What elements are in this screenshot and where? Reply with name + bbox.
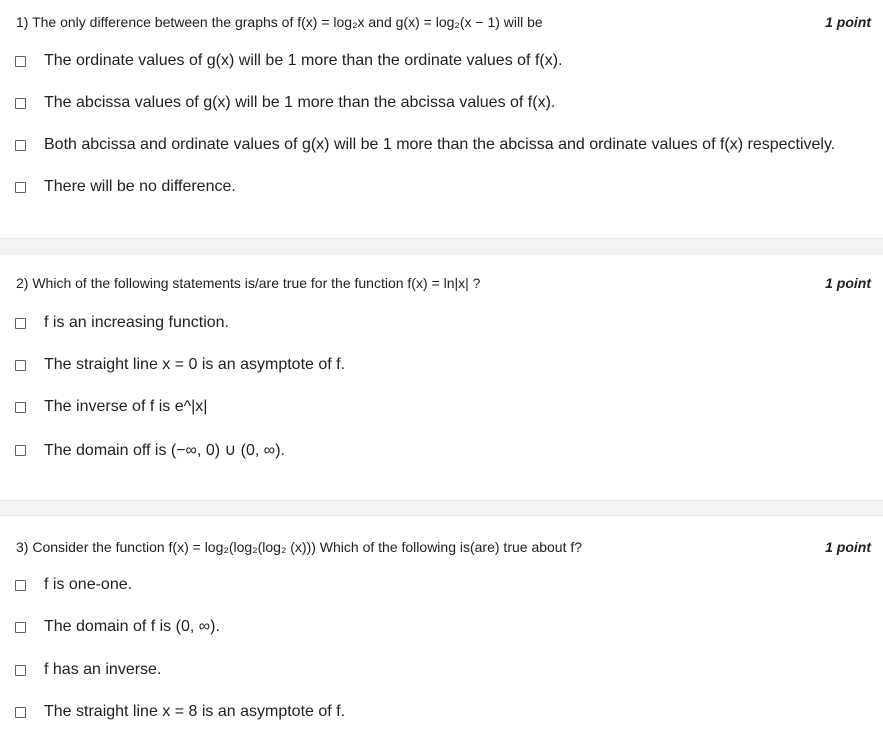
q3-option-1-label: f is one-one.	[44, 576, 133, 593]
q3-option-4-label: The straight line x = 8 is an asymptote of f.	[44, 703, 346, 720]
q3-option-4[interactable]	[15, 700, 345, 724]
question-3-title: 3) Consider the function f(x) = log₂(log₂(log₂ (x))) Which of the following is(are) true about f?	[16, 539, 583, 555]
checkbox-icon[interactable]	[15, 665, 26, 676]
question-1-title: 1) The only difference between the graphs of f(x) = log₂x and g(x) = log₂(x − 1) will be	[16, 14, 543, 30]
q3-option-1[interactable]	[15, 573, 132, 597]
q2-option-1-label: f is an increasing function.	[44, 314, 229, 331]
q2-option-3[interactable]	[15, 395, 207, 419]
q2-option-1[interactable]	[15, 311, 229, 335]
q1-option-3-label: Both abcissa and ordinate values of g(x) will be 1 more than the abcissa and ordinate values of f(x) respectively.	[44, 136, 836, 153]
question-1-points: 1 point	[825, 14, 871, 30]
q1-option-1-label: The ordinate values of g(x) will be 1 more than the ordinate values of f(x).	[44, 52, 563, 69]
question-3-points: 1 point	[825, 539, 871, 555]
checkbox-icon[interactable]	[15, 318, 26, 329]
q2-option-4[interactable]	[15, 438, 285, 462]
checkbox-icon[interactable]	[15, 445, 26, 456]
question-2-card	[0, 254, 883, 500]
q1-option-2[interactable]	[15, 91, 555, 115]
question-3-card	[0, 516, 883, 741]
q1-option-4-label: There will be no difference.	[44, 178, 236, 195]
checkbox-icon[interactable]	[15, 182, 26, 193]
question-2-title: 2) Which of the following statements is/are true for the function f(x) = ln|x| ?	[16, 275, 481, 291]
checkbox-icon[interactable]	[15, 622, 26, 633]
question-1-card	[0, 0, 883, 238]
q3-option-3[interactable]	[15, 658, 161, 682]
checkbox-icon[interactable]	[15, 140, 26, 151]
q3-option-2-label: The domain of f is (0, ∞).	[44, 618, 220, 635]
q2-option-3-label: The inverse of f is e^|x|	[44, 398, 208, 415]
checkbox-icon[interactable]	[15, 360, 26, 371]
q2-option-2[interactable]	[15, 353, 345, 377]
q1-option-2-label: The abcissa values of g(x) will be 1 more than the abcissa values of f(x).	[44, 94, 556, 111]
q1-option-4[interactable]	[15, 175, 236, 199]
checkbox-icon[interactable]	[15, 98, 26, 109]
q2-option-4-label: The domain off is (−∞, 0) ∪ (0, ∞).	[44, 442, 285, 459]
section-divider	[0, 238, 883, 254]
q1-option-1[interactable]	[15, 49, 562, 73]
section-divider	[0, 500, 883, 516]
question-2-points: 1 point	[825, 275, 871, 291]
checkbox-icon[interactable]	[15, 707, 26, 718]
checkbox-icon[interactable]	[15, 580, 26, 591]
q3-option-3-label: f has an inverse.	[44, 661, 162, 678]
q2-option-2-label: The straight line x = 0 is an asymptote of f.	[44, 356, 346, 373]
checkbox-icon[interactable]	[15, 402, 26, 413]
checkbox-icon[interactable]	[15, 56, 26, 67]
q1-option-3[interactable]	[15, 133, 835, 157]
q3-option-2[interactable]	[15, 615, 220, 639]
